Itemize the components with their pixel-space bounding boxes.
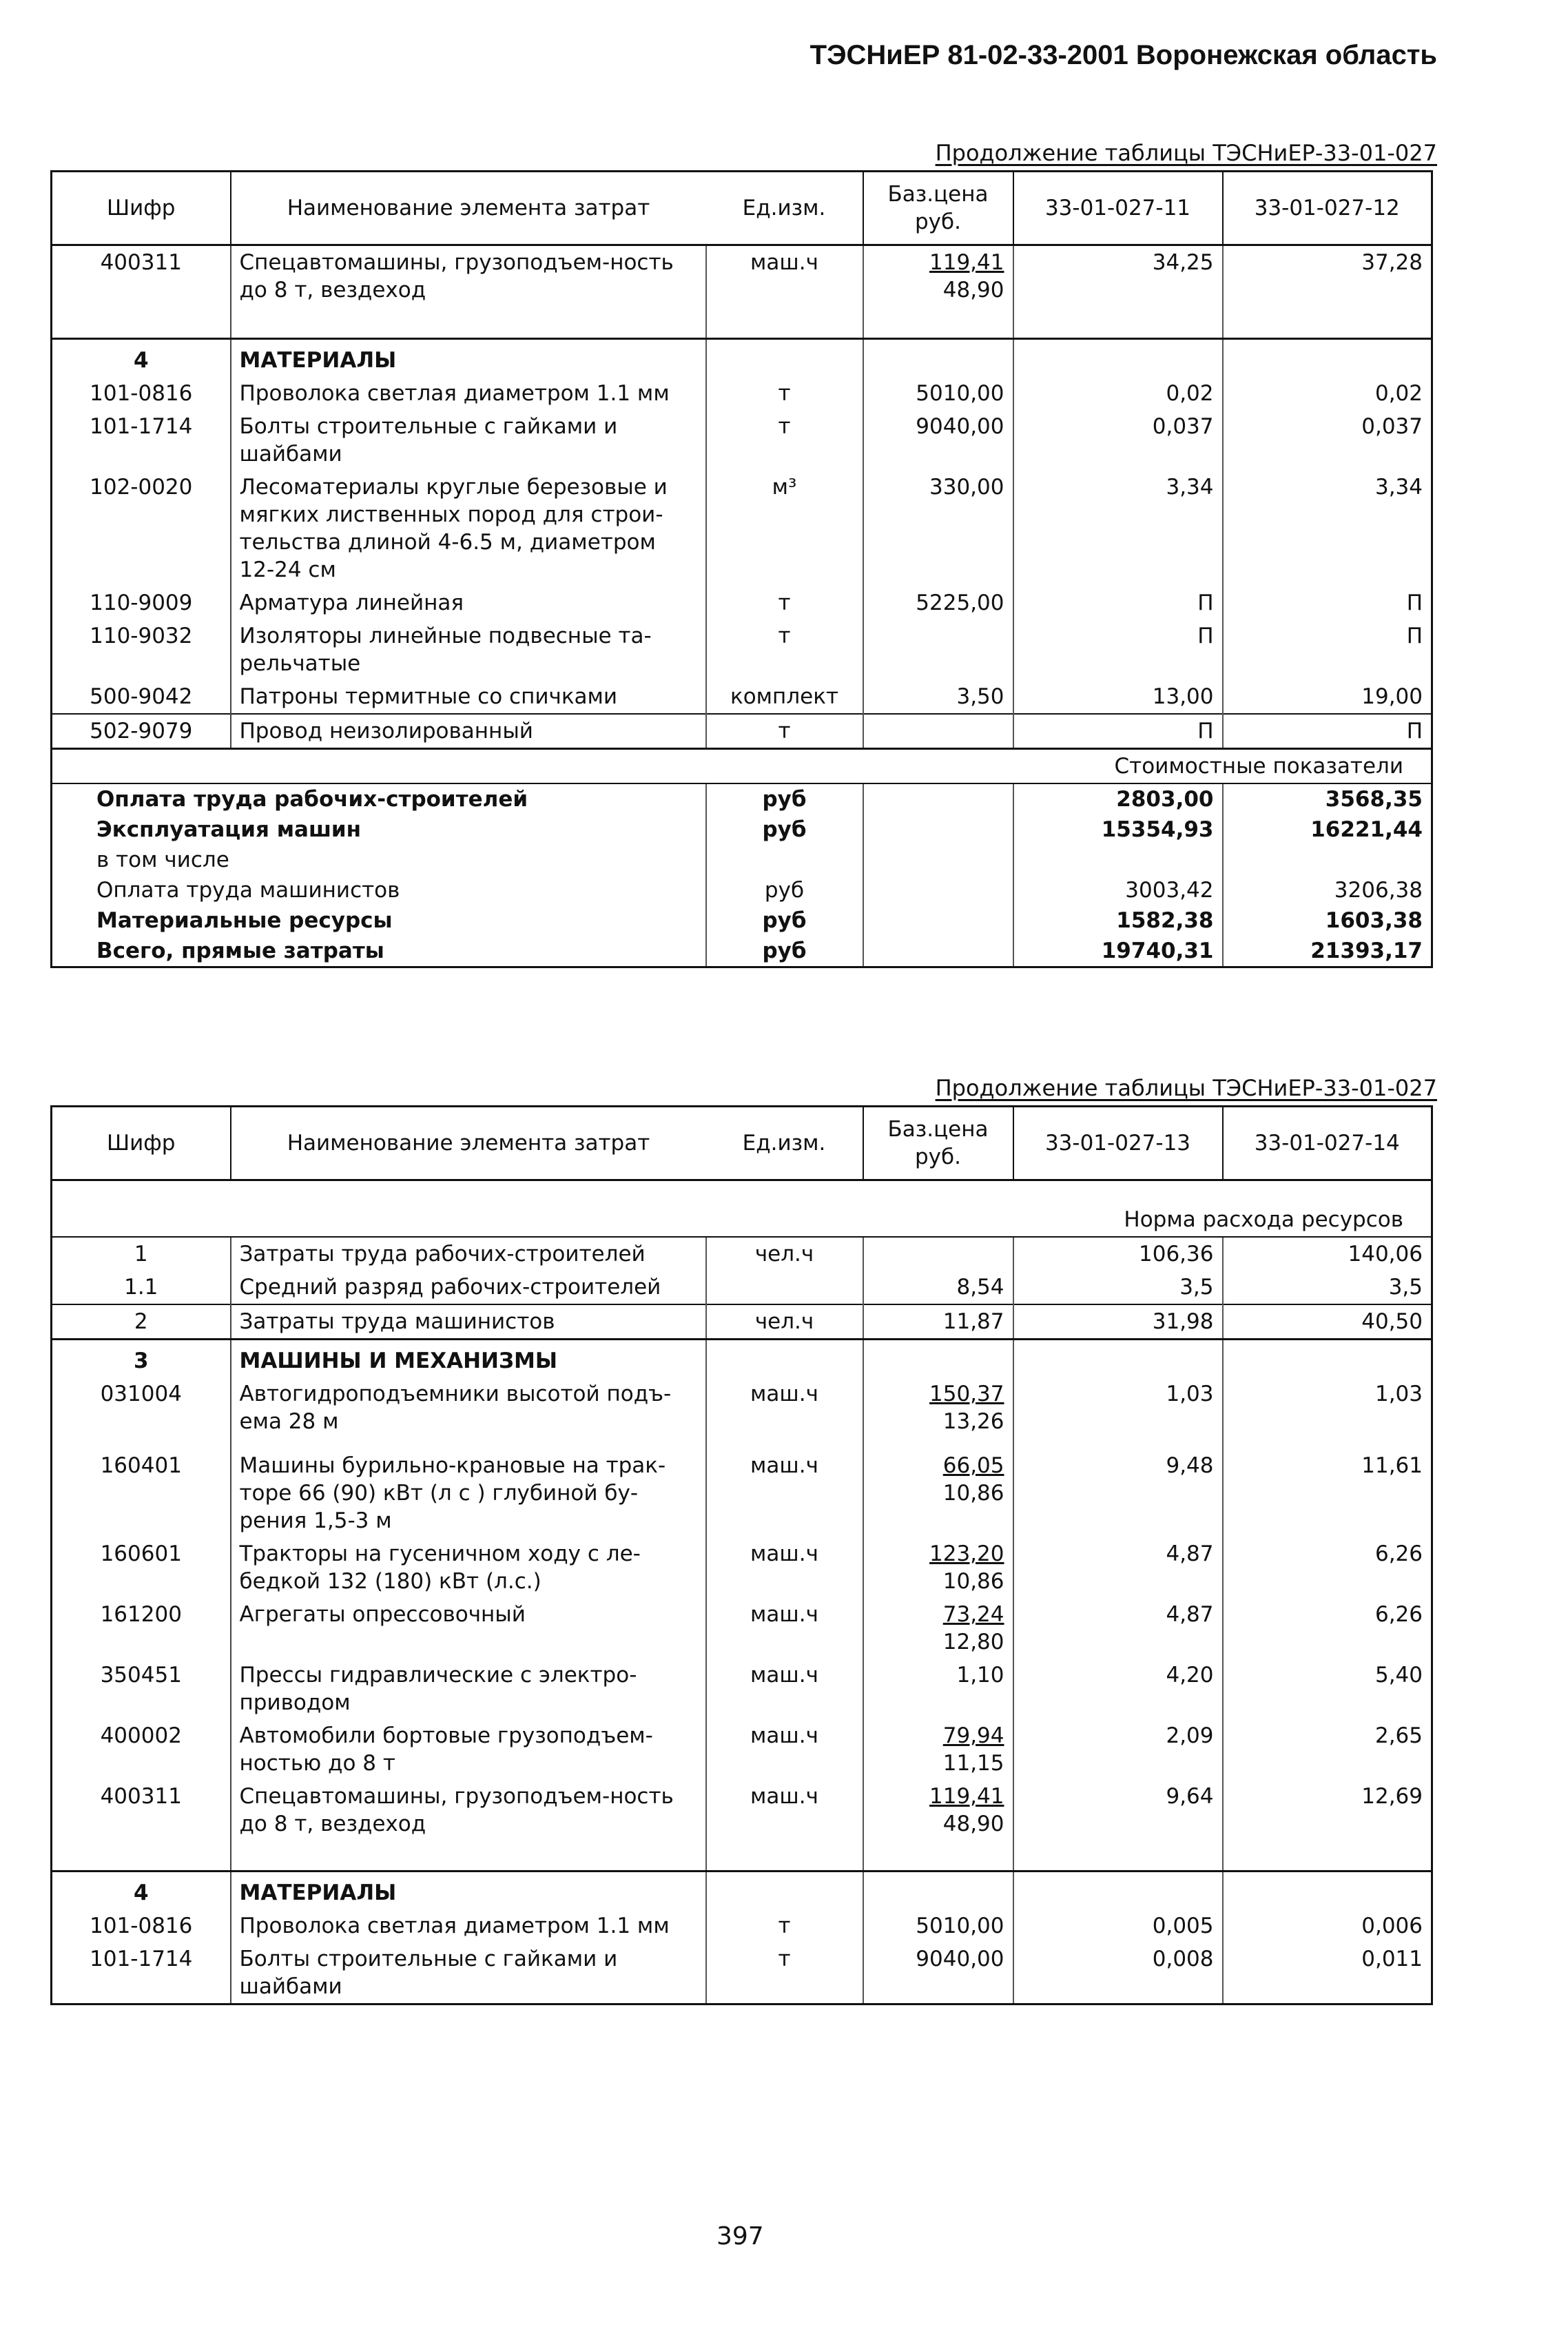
cost-label: в том числе [96,848,229,872]
cost-value: 3568,35 [1223,783,1432,814]
code-cell: 400002 [100,1723,182,1748]
table-row [52,1909,1432,1942]
value-cell: П [1013,714,1223,749]
value-cell: 3,34 [1223,471,1432,586]
name-cell: Болты строительные с гайками и шайбами [231,410,706,471]
table-row [52,377,1432,410]
cost-value: 1603,38 [1223,905,1432,936]
unit-cell: маш.ч [706,1537,863,1598]
name-cell: Агрегаты опрессовочный [231,1598,706,1659]
section-number: 4 [52,339,231,378]
name-cell: Спецавтомашины, грузоподъем-ность до 8 т, вездеход [231,245,706,339]
price-cell [863,1537,1013,1598]
name-cell: Спецавтомашины, грузоподъем-ность до 8 т, вездеход [231,1780,706,1871]
cost-unit: руб [706,905,863,936]
table-row [52,1719,1432,1780]
value-cell: 0,008 [1013,1942,1223,2004]
table-row [52,1304,1432,1340]
unit-cell: маш.ч [706,1719,863,1780]
machine-price: 79,94 [942,1723,1004,1748]
cost-row [52,783,1432,814]
unit-cell: маш.ч [706,1659,863,1719]
unit-cell: маш.ч [706,1780,863,1871]
resource-table-2 [50,1105,1433,2005]
price-cell [863,1449,1013,1537]
value-cell: 106,36 [1013,1237,1223,1271]
value-cell: 9,64 [1013,1780,1223,1871]
name-cell: Автогидроподъемники высотой подъ-ема 28 м [231,1377,706,1449]
code-cell: 110-9009 [90,591,193,615]
cost-unit: руб [706,875,863,905]
code-cell: 101-0816 [90,1913,193,1938]
name-cell: Лесоматериалы круглые березовые и мягких лиственных пород для строи-тельства длиной 4-6.5 м, диаметром 12-24 см [231,471,706,586]
table-row [52,586,1432,619]
name-cell: Средний разряд рабочих-строителей [231,1271,706,1304]
value-cell: 0,02 [1013,377,1223,410]
column-header: Баз.цена руб. [863,1107,1013,1180]
machine-price: 123,20 [929,1541,1004,1566]
value-cell: 1,03 [1013,1377,1223,1449]
table-row [52,245,1432,339]
name-cell: Машины бурильно-крановые на трак-торе 66 (90) кВт (л с ) глубиной бу-рения 1,5-3 м [231,1449,706,1537]
name-cell: Тракторы на гусеничном ходу с ле-бедкой 132 (180) кВт (л.с.) [231,1537,706,1598]
cost-value: 21393,17 [1223,936,1432,967]
table-row [52,619,1432,680]
unit-cell: чел.ч [706,1304,863,1340]
unit-cell: комплект [706,680,863,714]
cost-label: Материальные ресурсы [96,908,393,933]
cost-unit: руб [706,783,863,814]
table-header-row [52,1107,1432,1180]
code-cell: 031004 [100,1382,182,1406]
column-header: 33-01-027-13 [1013,1107,1223,1180]
price-cell [863,1598,1013,1659]
document-title: ТЭСНиЕР 81-02-33-2001 Воронежская область [809,40,1437,70]
code-cell: 350451 [100,1663,182,1688]
column-header: 33-01-027-14 [1223,1107,1432,1180]
price-cell: 11,87 [863,1304,1013,1340]
price-cell [863,1780,1013,1871]
code-cell: 101-1714 [90,414,193,439]
code-cell: 101-1714 [90,1946,193,1971]
table-row [52,1537,1432,1598]
table-row [52,1659,1432,1719]
section-title: МАШИНЫ И МЕХАНИЗМЫ [231,1340,706,1378]
value-cell: 34,25 [1013,245,1223,339]
operator-wage: 48,90 [942,278,1004,302]
code-cell: 110-9032 [90,624,193,648]
price-cell [863,245,1013,339]
operator-wage: 10,86 [942,1481,1004,1506]
value-cell: 0,006 [1223,1909,1432,1942]
price-cell: 8,54 [863,1271,1013,1304]
section-row [52,1871,1432,1909]
price-cell [863,619,1013,680]
value-cell: 40,50 [1223,1304,1432,1340]
unit-cell: т [706,410,863,471]
unit-cell: маш.ч [706,1449,863,1537]
machine-price: 119,41 [929,1784,1004,1809]
cost-label: Всего, прямые затраты [96,939,384,963]
cost-row [52,845,1432,875]
section-row [52,339,1432,378]
column-header: Баз.цена руб. [863,172,1013,245]
name-cell: Затраты труда машинистов [231,1304,706,1340]
value-cell: 1,03 [1223,1377,1432,1449]
unit-cell: чел.ч [706,1237,863,1271]
machine-price: 73,24 [942,1602,1004,1627]
cost-value: 16221,44 [1223,814,1432,845]
value-cell: П [1013,619,1223,680]
code-cell: 502-9079 [52,714,231,749]
cost-value: 15354,93 [1013,814,1223,845]
code-cell: 1.1 [124,1275,158,1300]
column-header: 33-01-027-12 [1223,172,1432,245]
code-cell: 1 [52,1237,231,1271]
value-cell: 9,48 [1013,1449,1223,1537]
code-cell: 500-9042 [90,684,193,709]
cost-row [52,814,1432,845]
cost-value: 19740,31 [1013,936,1223,967]
cost-unit: руб [706,936,863,967]
unit-cell: маш.ч [706,245,863,339]
price-cell [863,1719,1013,1780]
column-header: Наименование элемента затрат [231,1107,706,1180]
price-cell: 5010,00 [863,1909,1013,1942]
name-cell: Проволока светлая диаметром 1.1 мм [231,377,706,410]
column-header: Шифр [52,172,231,245]
name-cell: Патроны термитные со спичками [231,680,706,714]
unit-cell [706,1271,863,1304]
value-cell: 5,40 [1223,1659,1432,1719]
value-cell: П [1223,586,1432,619]
norm-note: Норма расхода ресурсов [52,1180,1432,1238]
column-header: Шифр [52,1107,231,1180]
unit-cell: т [706,619,863,680]
value-cell: 6,26 [1223,1598,1432,1659]
code-cell: 2 [52,1304,231,1340]
price-cell: 1,10 [863,1659,1013,1719]
column-header: Наименование элемента затрат [231,172,706,245]
name-cell: Провод неизолированный [231,714,706,749]
section-title: МАТЕРИАЛЫ [231,1871,706,1909]
norm-row [52,1180,1432,1238]
name-cell: Затраты труда рабочих-строителей [231,1237,706,1271]
value-cell: П [1223,714,1432,749]
cost-value: 1582,38 [1013,905,1223,936]
table-caption: Продолжение таблицы ТЭСНиЕР-33-01-027 [935,1075,1437,1101]
table-caption: Продолжение таблицы ТЭСНиЕР-33-01-027 [935,140,1437,166]
value-cell: 0,005 [1013,1909,1223,1942]
cost-row [52,936,1432,967]
code-cell: 160601 [100,1541,182,1566]
table-row [52,714,1432,749]
operator-wage: 10,86 [942,1569,1004,1594]
table-row [52,1942,1432,2004]
section-row [52,1340,1432,1378]
unit-cell: маш.ч [706,1377,863,1449]
machine-price: 150,37 [929,1382,1004,1406]
unit-cell: маш.ч [706,1598,863,1659]
section-title: МАТЕРИАЛЫ [231,339,706,378]
operator-wage: 11,15 [942,1751,1004,1776]
value-cell: 0,011 [1223,1942,1432,2004]
page-number: 397 [716,2222,764,2250]
price-cell: 9040,00 [863,1942,1013,2004]
cost-value: 3003,42 [1013,875,1223,905]
table-header-row [52,172,1432,245]
value-cell: 2,09 [1013,1719,1223,1780]
value-cell: П [1223,619,1432,680]
value-cell: 2,65 [1223,1719,1432,1780]
price-cell [863,714,1013,749]
value-cell: 140,06 [1223,1237,1432,1271]
resource-table-1 [50,170,1433,968]
cost-label: Оплата труда рабочих-строителей [52,783,706,814]
unit-cell: т [706,377,863,410]
unit-cell: т [706,1909,863,1942]
code-cell: 400311 [100,1784,182,1809]
price-cell: 5010,00 [863,377,1013,410]
value-cell: 6,26 [1223,1537,1432,1598]
name-cell: Проволока светлая диаметром 1.1 мм [231,1909,706,1942]
column-header: Ед.изм. [706,1107,863,1180]
code-cell: 101-0816 [90,381,193,406]
price-cell: 3,50 [863,680,1013,714]
price-cell: 9040,00 [863,410,1013,471]
table-row [52,1449,1432,1537]
cost-row [52,875,1432,905]
cost-label: Эксплуатация машин [96,817,362,842]
table-row [52,471,1432,586]
code-cell: 102-0020 [90,475,193,500]
value-cell: 31,98 [1013,1304,1223,1340]
code-cell: 400311 [100,250,182,275]
value-cell: 4,87 [1013,1598,1223,1659]
table-row [52,1271,1432,1304]
name-cell: Прессы гидравлические с электро-приводом [231,1659,706,1719]
price-cell [863,1237,1013,1271]
value-cell: П [1013,586,1223,619]
unit-cell: т [706,714,863,749]
column-header: 33-01-027-11 [1013,172,1223,245]
machine-price: 66,05 [942,1453,1004,1478]
machine-price: 119,41 [929,250,1004,275]
operator-wage: 48,90 [942,1812,1004,1836]
cost-value: 2803,00 [1013,783,1223,814]
column-header: Ед.изм. [706,172,863,245]
value-cell: 0,037 [1223,410,1432,471]
cost-unit: руб [706,814,863,845]
value-cell: 11,61 [1223,1449,1432,1537]
section-number: 4 [52,1871,231,1909]
table-row [52,680,1432,714]
price-cell: 5225,00 [863,586,1013,619]
name-cell: Изоляторы линейные подвесные та-рельчатые [231,619,706,680]
cost-value: 3206,38 [1223,875,1432,905]
unit-cell: т [706,1942,863,2004]
section-number: 3 [52,1340,231,1378]
value-cell: 37,28 [1223,245,1432,339]
value-cell: 3,5 [1223,1271,1432,1304]
name-cell: Арматура линейная [231,586,706,619]
name-cell: Болты строительные с гайками и шайбами [231,1942,706,2004]
code-cell: 160401 [100,1453,182,1478]
code-cell: 161200 [100,1602,182,1627]
price-cell: 330,00 [863,471,1013,586]
value-cell: 13,00 [1013,680,1223,714]
price-cell [863,1377,1013,1449]
operator-wage: 12,80 [942,1630,1004,1654]
value-cell: 19,00 [1223,680,1432,714]
value-cell: 4,87 [1013,1537,1223,1598]
name-cell: Автомобили бортовые грузоподъем-ностью до 8 т [231,1719,706,1780]
value-cell: 3,34 [1013,471,1223,586]
table-row [52,1237,1432,1271]
unit-cell: м³ [706,471,863,586]
unit-cell: т [706,586,863,619]
cost-indicators-note: Стоимостные показатели [52,749,1432,784]
cost-indicators-row [52,749,1432,784]
operator-wage: 13,26 [942,1409,1004,1434]
value-cell: 0,02 [1223,377,1432,410]
cost-row [52,905,1432,936]
table-row [52,410,1432,471]
table-row [52,1780,1432,1871]
value-cell: 3,5 [1013,1271,1223,1304]
table-row [52,1377,1432,1449]
cost-label: Оплата труда машинистов [96,878,400,903]
value-cell: 0,037 [1013,410,1223,471]
value-cell: 12,69 [1223,1780,1432,1871]
value-cell: 4,20 [1013,1659,1223,1719]
table-row [52,1598,1432,1659]
